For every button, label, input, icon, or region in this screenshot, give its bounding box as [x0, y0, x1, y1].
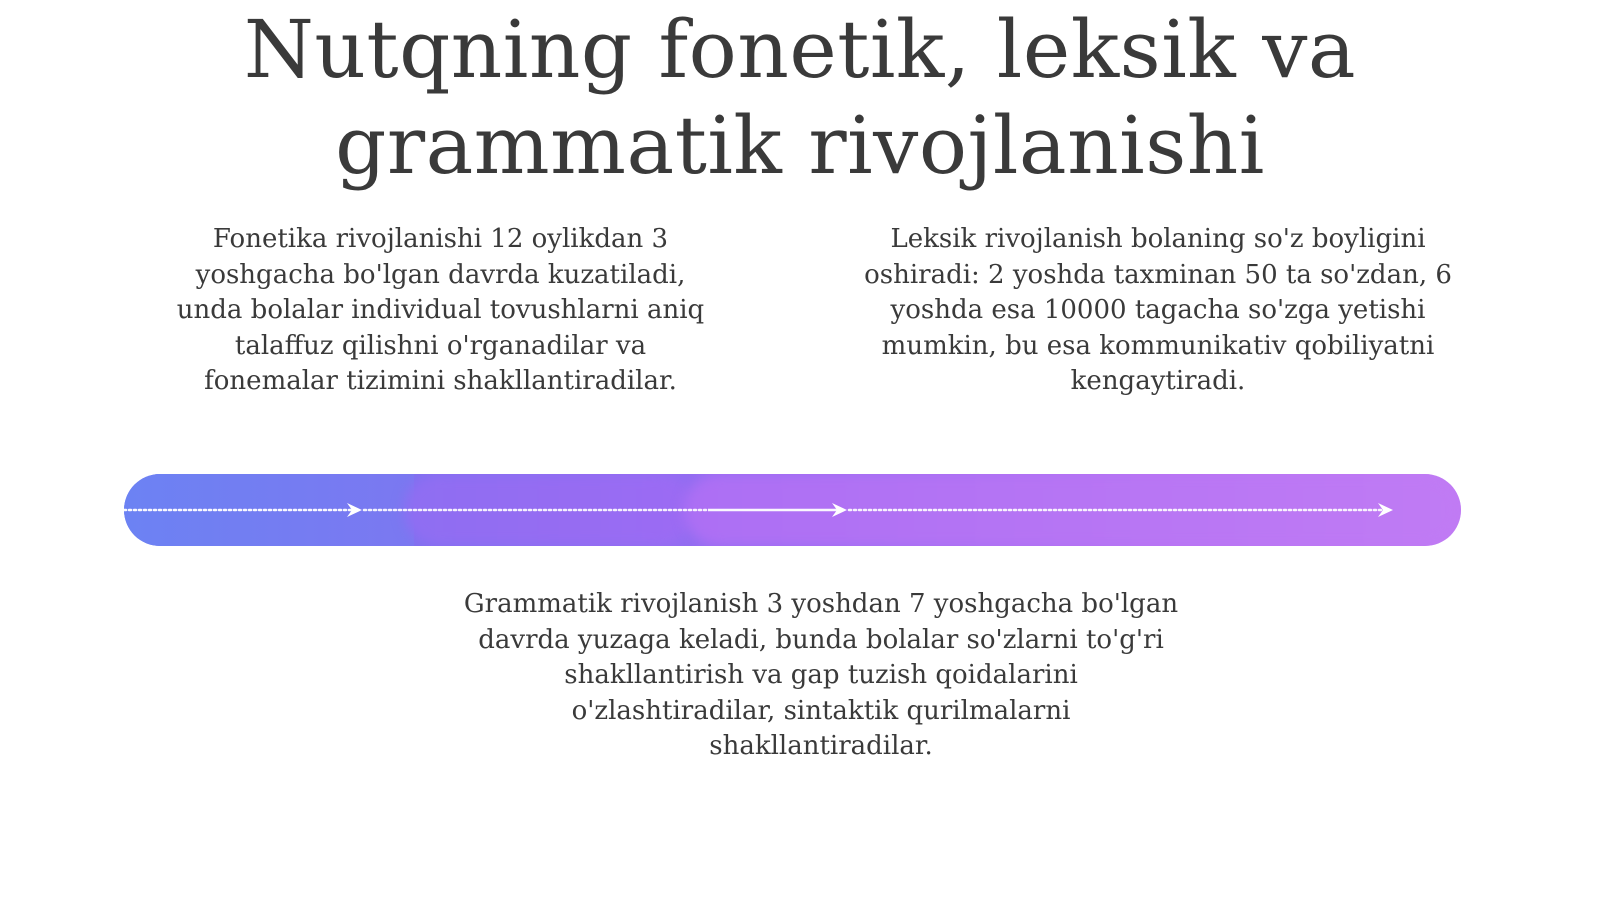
lexical-development-text: Leksik rivojlanish bolaning so'z boyligini oshiradi: 2 yoshda taxminan 50 ta so'zdan, 6 yoshda esa 10000 tagacha so'zga yetishi mumkin, bu esa kommunikativ qobiliyatni kengaytiradi. — [864, 224, 1452, 396]
page-title: Nutqning fonetik, leksik va grammatik rivojlanishi — [243, 3, 1357, 192]
timeline-arrows — [124, 474, 1461, 546]
grammatical-development-text: Grammatik rivojlanish 3 yoshdan 7 yoshgacha bo'lgan davrda yuzaga keladi, bunda bolalar so'zlarni to'g'ri shakllantirish va gap tuzish qoidalarini o'zlashtiradilar, sintaktik qurilmalarni shakllantiradilar. — [463, 589, 1179, 761]
development-timeline-bar — [124, 474, 1461, 546]
phonetic-development-text: Fonetika rivojlanishi 12 oylikdan 3 yoshgacha bo'lgan davrda kuzatiladi, unda bolalar individual tovushlarni aniq talaffuz qilishni o'rganadilar va fonemalar tizimini shakllantiradilar. — [176, 224, 705, 396]
